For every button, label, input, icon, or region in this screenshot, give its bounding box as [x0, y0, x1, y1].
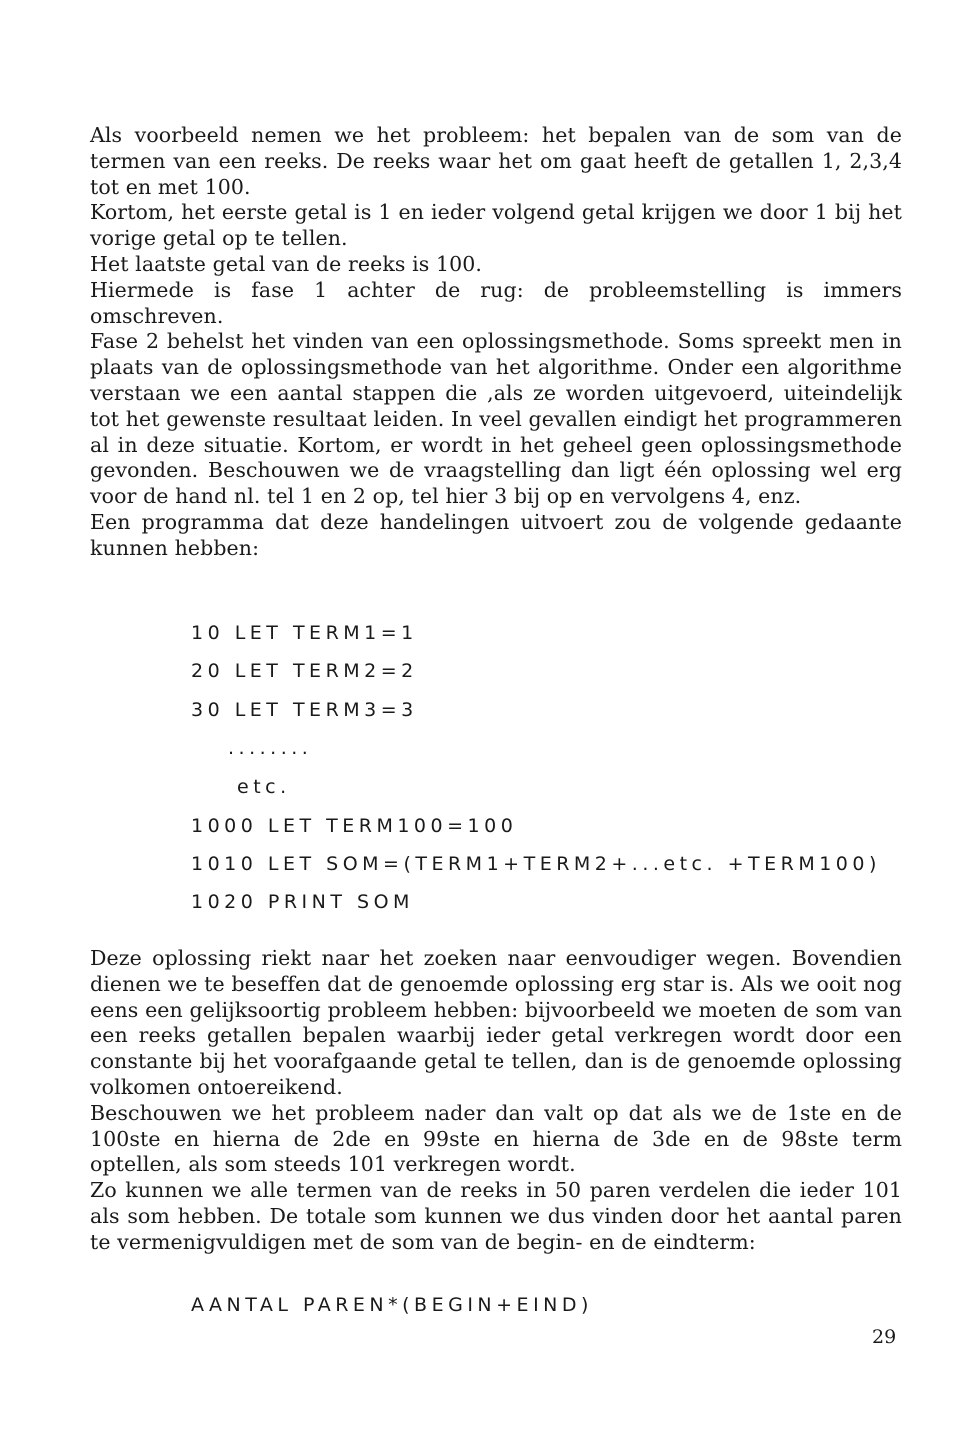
- paragraph: Als voorbeeld nemen we het probleem: het bepalen van de som van de termen van een reeks. De reeks waar het om gaat heeft de getallen 1, 2,3,4 tot en met 100.: [90, 123, 902, 199]
- paragraph: Kortom, het eerste getal is 1 en ieder volgend getal krijgen we door 1 bij het vorige getal op te tellen.: [90, 200, 902, 251]
- code-line: 10 LET TERM1=1: [191, 622, 418, 644]
- code-line: 30 LET TERM3=3: [191, 699, 418, 721]
- paragraph: Deze oplossing riekt naar het zoeken naar eenvoudiger wegen. Bovendien dienen we te beseffen dat de genoemde oplossing erg star is. Als we ooit nog eens een gelijksoortig probleem hebben: bijvoorbeeld we moeten de som van een reeks getallen bepalen waarbij ieder getal verkregen wordt door een constante bij het voorafgaande getal te tellen, dan is de genoemde oplossing volkomen ontoereikend.: [90, 946, 902, 1099]
- paragraph: Het laatste getal van de reeks is 100.: [90, 251, 483, 276]
- paragraph: Zo kunnen we alle termen van de reeks in 50 paren verdelen die ieder 101 als som hebben. De totale som kunnen we dus vinden door het aantal paren te vermenigvuldigen met de som van de begin- en de eindterm:: [90, 1178, 902, 1254]
- code-line: 20 LET TERM2=2: [191, 660, 418, 682]
- paragraph: Een programma dat deze handelingen uitvoert zou de volgende gedaante kunnen hebben:: [90, 509, 902, 560]
- code-line: 1000 LET TERM100=100: [191, 815, 518, 837]
- page-number: 29: [872, 1326, 897, 1348]
- code-etc: etc.: [237, 776, 291, 798]
- code-line: 1010 LET SOM=(TERM1+TERM2+...etc. +TERM100): [191, 853, 881, 875]
- paragraph: Beschouwen we het probleem nader dan valt op dat als we de 1ste en de 100ste en hierna de 2de en 99ste en hierna de 3de en de 98ste term optellen, als som steeds 101 verkregen wordt.: [90, 1100, 902, 1177]
- paragraph: Hiermede is fase 1 achter de rug: de probleemstelling is immers omschreven.: [90, 277, 902, 328]
- code-line: 1020 PRINT SOM: [191, 891, 414, 913]
- text-block-intro: [90, 123, 902, 562]
- code-ellipsis: ........: [228, 737, 313, 759]
- paragraph: Fase 2 behelst het vinden van een oplossingsmethode. Soms spreekt men in plaats van de oplossingsmethode van het algorithme. Onder een algorithme verstaan we een aantal stappen die ,als ze worden uitgevoerd, uiteindelijk tot het gewenste resultaat leiden. In veel gevallen eindigt het programmeren al in deze situatie. Kortom, er wordt in het geheel geen oplossingsmethode gevonden. Beschouwen we de vraagstelling dan ligt één oplossing wel erg voor de hand nl. tel 1 en 2 op, tel hier 3 bij op en vervolgens 4, enz.: [90, 329, 902, 509]
- formula: AANTAL PAREN*(BEGIN+EIND): [191, 1294, 593, 1316]
- text-block-analysis: [90, 946, 902, 1256]
